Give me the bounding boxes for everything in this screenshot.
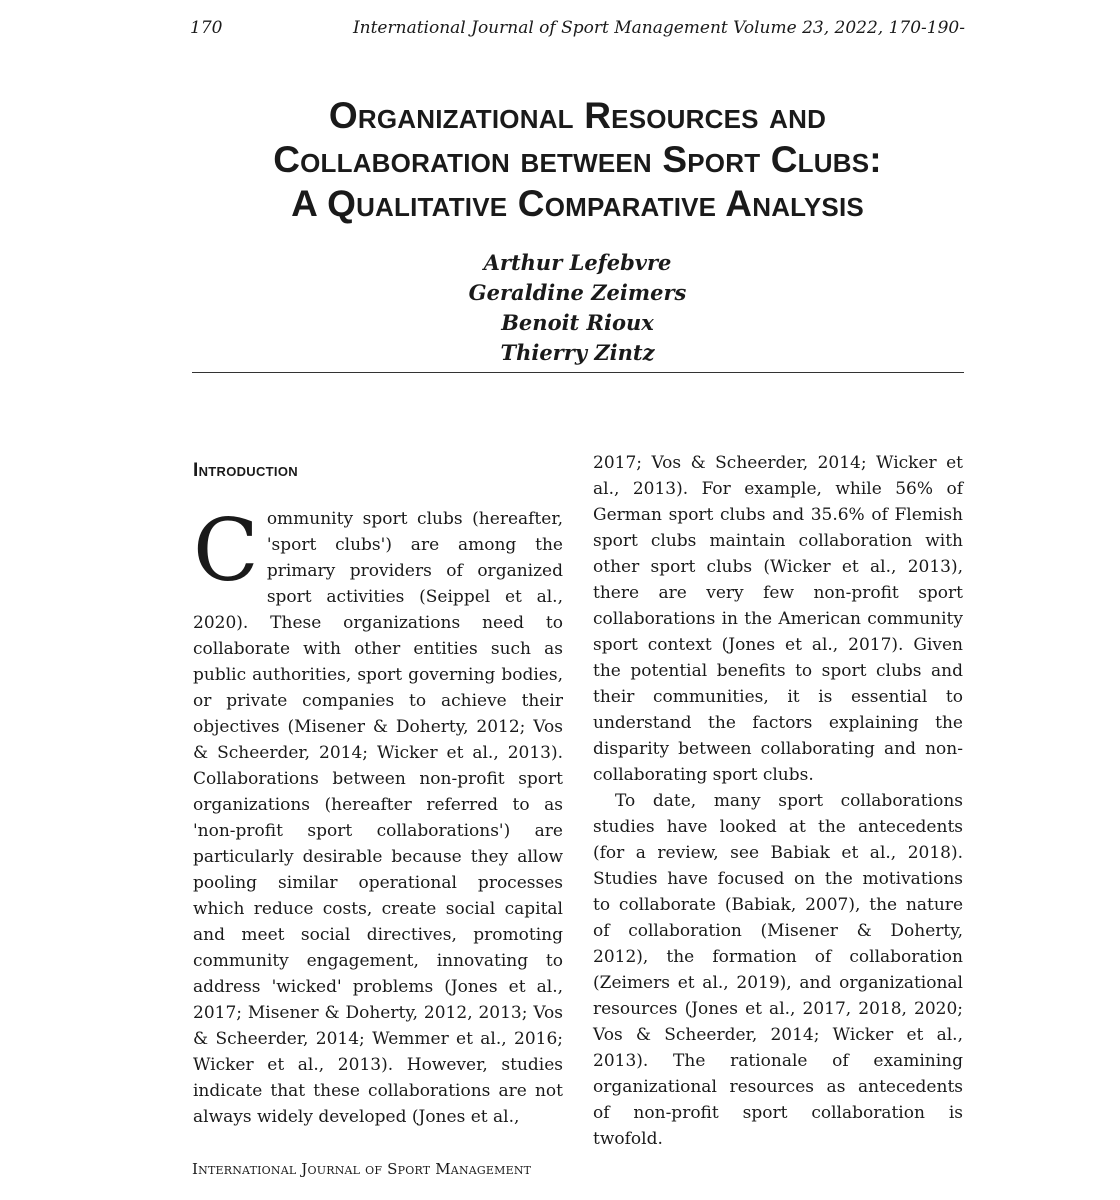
title-line-2: Collaboration between Sport Clubs:	[273, 139, 882, 180]
paragraph-1	[193, 501, 563, 1130]
title-line-3: A Qualitative Comparative Analysis	[291, 183, 864, 224]
drop-cap: C	[193, 501, 259, 601]
page-number: 170	[190, 18, 223, 38]
author-name: Arthur Lefebvre	[483, 250, 672, 275]
author-name: Thierry Zintz	[500, 340, 655, 365]
author-name: Geraldine Zeimers	[468, 280, 687, 305]
section-heading-introduction: Introduction	[193, 460, 298, 481]
running-header	[190, 18, 965, 44]
title-line-1: Organizational Resources and	[328, 95, 827, 136]
left-column	[193, 450, 563, 1130]
right-column	[593, 450, 963, 1152]
article-title	[190, 94, 965, 226]
title-divider	[192, 372, 964, 373]
paragraph-1-continued: 2017; Vos & Scheerder, 2014; Wicker et al., 2013). For example, while 56% of German sport clubs and 35.6% of Flemish sport clubs maintain collaboration with other sport clubs (Wicker et al., 2013), there are very few non-profit sport collaborations in the American community sport context (Jones et al., 2017). Given the potential benefits to sport clubs and their communities, it is essential to understand the factors explaining the disparity between collaborating and non-collaborating sport clubs.	[593, 453, 963, 785]
journal-citation: International Journal of Sport Management Volume 23, 2022, 170-190-	[352, 18, 965, 38]
paragraph-1-text: ommunity sport clubs (hereafter, 'sport clubs') are among the primary providers of organized sport activities (Seippel et al., 2020). These organizations need to collaborate with other entities such as public authorities, sport governing bodies, or private companies to achieve their objectives (Misener & Doherty, 2012; Vos & Scheerder, 2014; Wicker et al., 2013). Collaborations between non-profit sport organizations (hereafter referred to as 'non-profit sport collaborations') are particularly desirable because they allow pooling similar operational processes which reduce costs, create social capital and meet social directives, promoting community engagement, innovating to address 'wicked' problems (Jones et al., 2017; Misener & Doherty, 2012, 2013; Vos & Scheerder, 2014; Wemmer et al., 2016; Wicker et al., 2013). However, studies indicate that these collaborations are not always widely developed (Jones et al.,	[193, 509, 563, 1127]
paragraph-2: To date, many sport collaborations studies have looked at the antecedents (for a review, see Babiak et al., 2018). Studies have focused on the motivations to collaborate (Babiak, 2007), the nature of collaboration (Misener & Doherty, 2012), the formation of collaboration (Zeimers et al., 2019), and organizational resources (Jones et al., 2017, 2018, 2020; Vos & Scheerder, 2014; Wicker et al., 2013). The rationale of examining organizational resources as antecedents of non-profit sport collaboration is twofold.	[593, 791, 963, 1149]
running-footer: International Journal of Sport Management	[192, 1160, 532, 1178]
author-list	[190, 248, 965, 368]
author-name: Benoit Rioux	[501, 310, 654, 335]
